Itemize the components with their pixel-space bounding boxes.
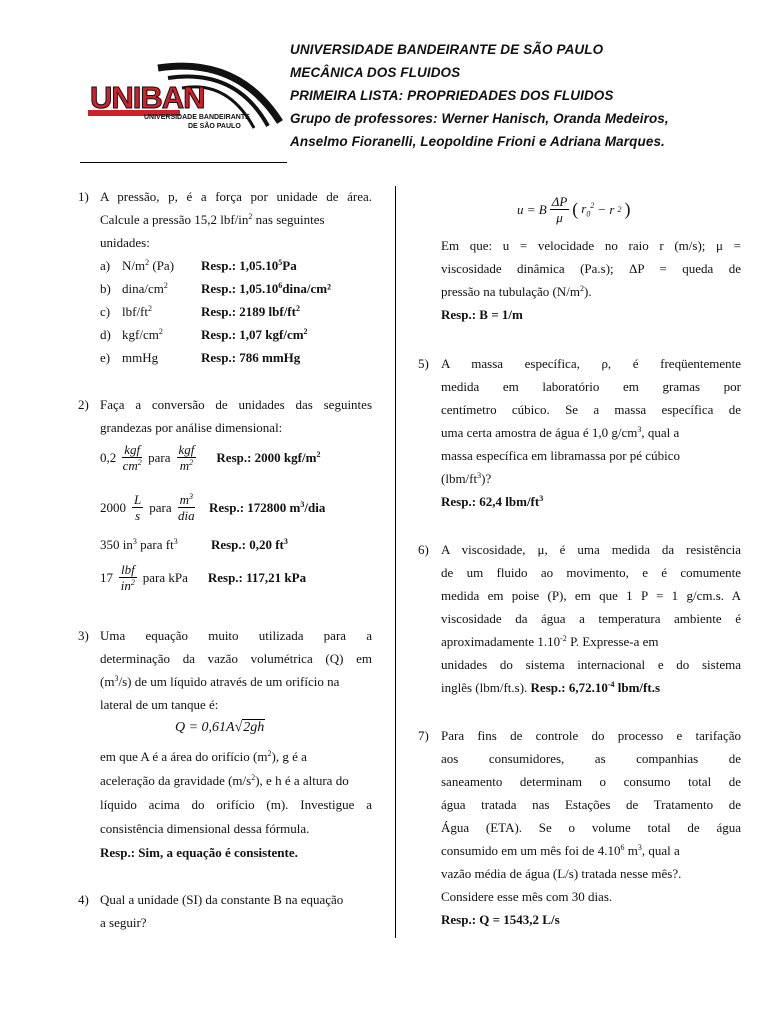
header-professors-2: Anselmo Fioranelli, Leopoldine Frioni e Adriana Marques. [290,134,665,149]
q7-text-line-8: Considere esse mês com 30 dias. [441,889,613,904]
q1-text-line-3: unidades: [100,235,150,250]
question-number: 4) [78,892,89,907]
q3-answer: Resp.: Sim, a equação é consistente. [100,845,298,860]
uniban-logo [88,60,284,136]
q6-text-line-7: inglês (lbm/ft.s). Resp.: $6,72.10^{-4}$ lbm/ft.s [441,680,660,695]
item-letter: c) [100,304,111,319]
q2-conversion-2: 2000 $\frac{L}{s}$ para $\frac{m^3}{\text{dia}}$ Resp.: 172800 $m^3$/dia [100,492,326,523]
q7-answer: Resp.: Q = 1543,2 L/s [441,912,560,927]
q2-conversion-4: 17 $\frac{\text{lbf}}{in^2}$ para kPa Resp.: 117,21 kPa [100,562,307,593]
item-answer: Resp.: 1,05.10$^5$Pa [201,258,297,273]
q3-text-line-5: em que A é a área do orifício $(m^2)$, g é a [100,749,307,764]
logo-subtitle-2: DE SÃO PAULO [188,123,241,130]
q7-text-line-3: saneamento determinam o consumo total de [441,774,741,789]
q7-text-line-5: Água (ETA). Se o volume total de água [441,820,741,835]
q5-text-line-2: medida em laboratório em gramas por [441,379,741,394]
q3-text-line-7: líquido acima do orifício (m). Investigue a [100,797,372,812]
item-answer: Resp.: 2189 lbf/$ft^2$ [201,304,300,319]
item-unit: $N/m^2$ (Pa) [122,258,175,273]
q5-answer: Resp.: 62,4 lbm/$ft^3$ [441,494,544,509]
question-number: 5) [418,356,429,371]
q6-text-line-1: A viscosidade, μ, é uma medida da resistência [441,542,741,557]
q5-text-line-1: A massa específica, ρ, é freqüentemente [441,356,741,371]
q1-text-line-1: A pressão, p, é a força por unidade de área. [100,189,372,204]
q3-text-line-1: Uma equação muito utilizada para a [100,628,372,643]
q5-text-line-5: massa específica em libramassa por pé cúbico [441,448,680,463]
q2-conversion-3: 350 $in^3$ para $ft^3$ Resp.: 0,20 $ft^3$ [100,537,288,552]
q7-text-line-2: aos consumidores, as companhias de [441,751,741,766]
q1-answer-item [100,350,300,366]
item-letter: b) [100,281,111,296]
q4-where-line-3: pressão na tubulação $(N/m^2)$. [441,284,592,299]
q4-where-line-2: viscosidade dinâmica (Pa.s); ΔP = queda de [441,261,741,276]
q1-answer-item [100,304,300,320]
q6-text-line-4: viscosidade da água a temperatura ambiente é [441,611,741,626]
column-divider [395,186,396,938]
q3-formula: Q = 0,61A√2gh [175,720,265,735]
header-list-title: PRIMEIRA LISTA: PROPRIEDADES DOS FLUIDOS [290,88,614,103]
logo-wordmark: UNIBAN [90,80,205,115]
q4-answer: Resp.: B = 1/m [441,307,523,322]
q1-text-line-2: Calcule a pressão 15,2 lbf/$in^2$ nas seguintes [100,212,325,227]
q3-text-line-4: lateral de um tanque é: [100,697,219,712]
q6-text-line-5: aproximadamente $1.10^{-2}$ P. Expresse-a em [441,634,659,649]
q6-text-line-2: de um fluido ao movimento, e é comumente [441,565,741,580]
item-answer: Resp.: 786 mmHg [201,350,301,365]
header-university: UNIVERSIDADE BANDEIRANTE DE SÃO PAULO [290,42,604,57]
header-course: MECÂNICA DOS FLUIDOS [290,65,461,80]
question-number: 7) [418,728,429,743]
item-letter: d) [100,327,111,342]
q1-answer-item [100,281,331,297]
q2-conversion-1: 0,2 $\frac{\text{kgf}}{cm^2}$ para $\frac{\text{kgf}}{m^2}$ Resp.: 2000 kgf/$m^2$ [100,442,321,473]
q1-answer-item [100,258,297,274]
q6-text-line-6: unidades do sistema internacional e do sistema [441,657,741,672]
question-number: 3) [78,628,89,643]
q2-text-line-1: Faça a conversão de unidades das seguintes [100,397,372,412]
item-answer: Resp.: 1,07 kgf/$cm^2$ [201,327,308,342]
question-number: 2) [78,397,89,412]
q5-text-line-3: centímetro cúbico. Se a massa específica de [441,402,741,417]
q7-text-line-1: Para fins de controle do processo e tarifação [441,728,741,743]
q3-text-line-2: determinação da vazão volumétrica (Q) em [100,651,372,666]
item-unit: dina/$cm^2$ [122,281,168,296]
logo-subtitle-1: UNIVERSIDADE BANDEIRANTE [144,114,250,121]
q6-text-line-3: medida em poise (P), em que 1 P = 1 g/cm.s. A [441,588,741,603]
q3-text-line-6: aceleração da gravidade $(m/s^2)$, e h é a altura do [100,773,349,788]
q5-text-line-6: $(lbm/ft^3)$? [441,471,492,486]
q4-text-line-1: Qual a unidade (SI) da constante B na equação [100,892,344,907]
q4-text-line-2: a seguir? [100,915,147,930]
item-letter: a) [100,258,111,273]
q7-text-line-4: água tratada nas Estações de Tratamento de [441,797,741,812]
item-letter: e) [100,350,111,365]
item-unit: kgf/$cm^2$ [122,327,163,342]
q2-text-line-2: grandezas por análise dimensional: [100,420,283,435]
q4-where-line-1: Em que: u = velocidade no raio r (m/s); μ = [441,238,741,253]
q3-text-line-8: consistência dimensional dessa fórmula. [100,821,310,836]
item-unit: mmHg [122,350,159,365]
header-professors-1: Grupo de professores: Werner Hanisch, Oranda Medeiros, [290,111,669,126]
item-unit: lbf/$ft^2$ [122,304,152,319]
q7-text-line-7: vazão média de água (L/s) tratada nesse mês?. [441,866,682,881]
q7-text-line-6: consumido em um mês foi de 4.10$^6$ $m^3$, qual a [441,843,680,858]
q5-text-line-4: uma certa amostra de água é 1,0 $g/cm^3$, qual a [441,425,680,440]
q4-formula: u = B $\frac{\Delta P}{\mu}$ ( $r_0^2$ − r 2 ) [517,194,631,225]
q1-answer-item [100,327,308,343]
header-divider [80,162,287,163]
question-number: 6) [418,542,429,557]
q3-text-line-3: $(m^3/s)$ de um líquido através de um orifício na [100,674,340,689]
item-answer: Resp.: 1,05.10$^6$dina/cm² [201,281,331,296]
question-number: 1) [78,189,89,204]
